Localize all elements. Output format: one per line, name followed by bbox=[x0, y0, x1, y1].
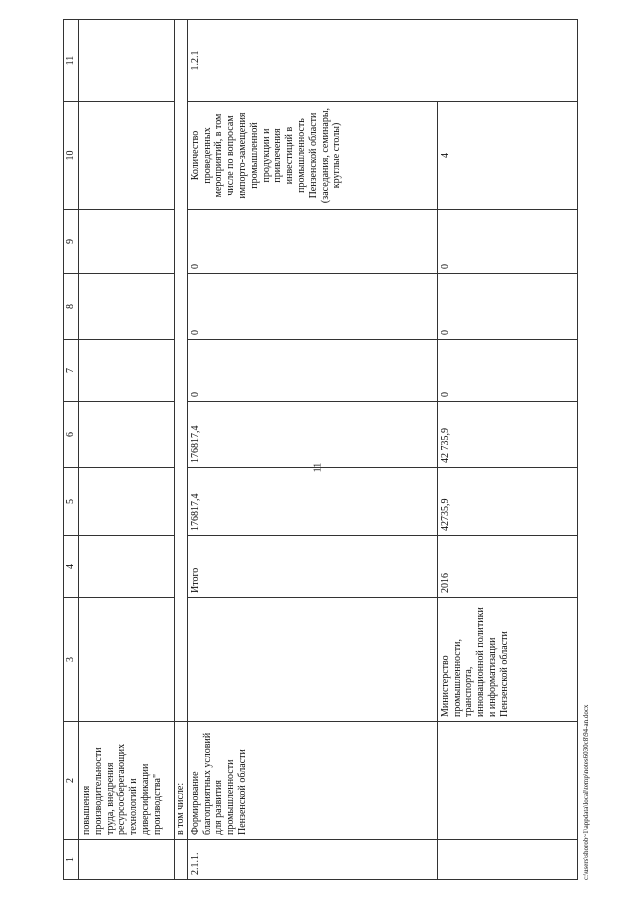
intro-row bbox=[79, 20, 175, 880]
header-cell: 3 bbox=[64, 598, 79, 722]
header-cell: 4 bbox=[64, 536, 79, 598]
indicator-cell: Количество проведенных мероприятий, в том числе по вопросам импорто-замещения промышленной продукции и привлечения инвестиций в промышленность Пензенской области (заседания, семинары, круглые столы) bbox=[187, 102, 437, 210]
sub-text-cell: в том числе: bbox=[175, 722, 188, 840]
table-cell bbox=[79, 536, 175, 598]
table-cell bbox=[437, 722, 577, 840]
item-code-cell: 2.1.1. bbox=[187, 840, 437, 880]
year-c5-cell: 42735,9 bbox=[437, 468, 577, 536]
total-c6-cell: 176817,4 bbox=[187, 402, 437, 468]
total-c5-cell: 176817,4 bbox=[187, 468, 437, 536]
table-cell bbox=[437, 20, 577, 102]
footer-file-path: c:\users\shorob~1\appdata\local\temp\notes6030c8\94-an.docx bbox=[582, 704, 590, 880]
header-cell: 2 bbox=[64, 722, 79, 840]
page-number: 11 bbox=[312, 462, 324, 473]
header-cell: 10 bbox=[64, 102, 79, 210]
total-c7-cell: 0 bbox=[187, 340, 437, 402]
year-c8-cell: 0 bbox=[437, 274, 577, 340]
item-name-cell: Формирование благоприятных условий для развития промышленности Пензенской области bbox=[187, 722, 437, 840]
table-cell bbox=[79, 210, 175, 274]
header-cell: 1 bbox=[64, 840, 79, 880]
year-row bbox=[437, 20, 577, 880]
year-c10-cell: 4 bbox=[437, 102, 577, 210]
total-c8-cell: 0 bbox=[187, 274, 437, 340]
main-row bbox=[187, 20, 437, 880]
table-cell bbox=[175, 840, 188, 880]
header-cell: 5 bbox=[64, 468, 79, 536]
table-cell bbox=[79, 840, 175, 880]
header-cell: 7 bbox=[64, 340, 79, 402]
table-cell bbox=[187, 598, 437, 722]
table-cell bbox=[79, 402, 175, 468]
year-c7-cell: 0 bbox=[437, 340, 577, 402]
table-cell bbox=[79, 340, 175, 402]
table-cell bbox=[437, 840, 577, 880]
reference-cell: 1.2.1 bbox=[187, 20, 437, 102]
rotated-table-container bbox=[63, 20, 583, 880]
header-cell: 11 bbox=[64, 20, 79, 102]
year-cell: 2016 bbox=[437, 536, 577, 598]
table-cell bbox=[79, 20, 175, 102]
header-row bbox=[64, 20, 79, 880]
year-c9-cell: 0 bbox=[437, 210, 577, 274]
executor-cell: Министерство промышленности, транспорта, инновационной политики и информатизации Пензенской области bbox=[437, 598, 577, 722]
header-cell: 6 bbox=[64, 402, 79, 468]
total-c9-cell: 0 bbox=[187, 210, 437, 274]
table-cell bbox=[79, 274, 175, 340]
table-cell bbox=[79, 598, 175, 722]
header-cell: 8 bbox=[64, 274, 79, 340]
header-cell: 9 bbox=[64, 210, 79, 274]
sub-row bbox=[175, 20, 188, 880]
year-c6-cell: 42 735,9 bbox=[437, 402, 577, 468]
table-cell bbox=[79, 102, 175, 210]
separator-cell bbox=[175, 20, 188, 722]
intro-text-cell: повышения производительности труда, внедрения ресурсосберегающих технологий и диверсификации производства" bbox=[79, 722, 175, 840]
table-cell bbox=[79, 468, 175, 536]
total-label-cell: Итого bbox=[187, 536, 437, 598]
program-table bbox=[63, 19, 578, 880]
